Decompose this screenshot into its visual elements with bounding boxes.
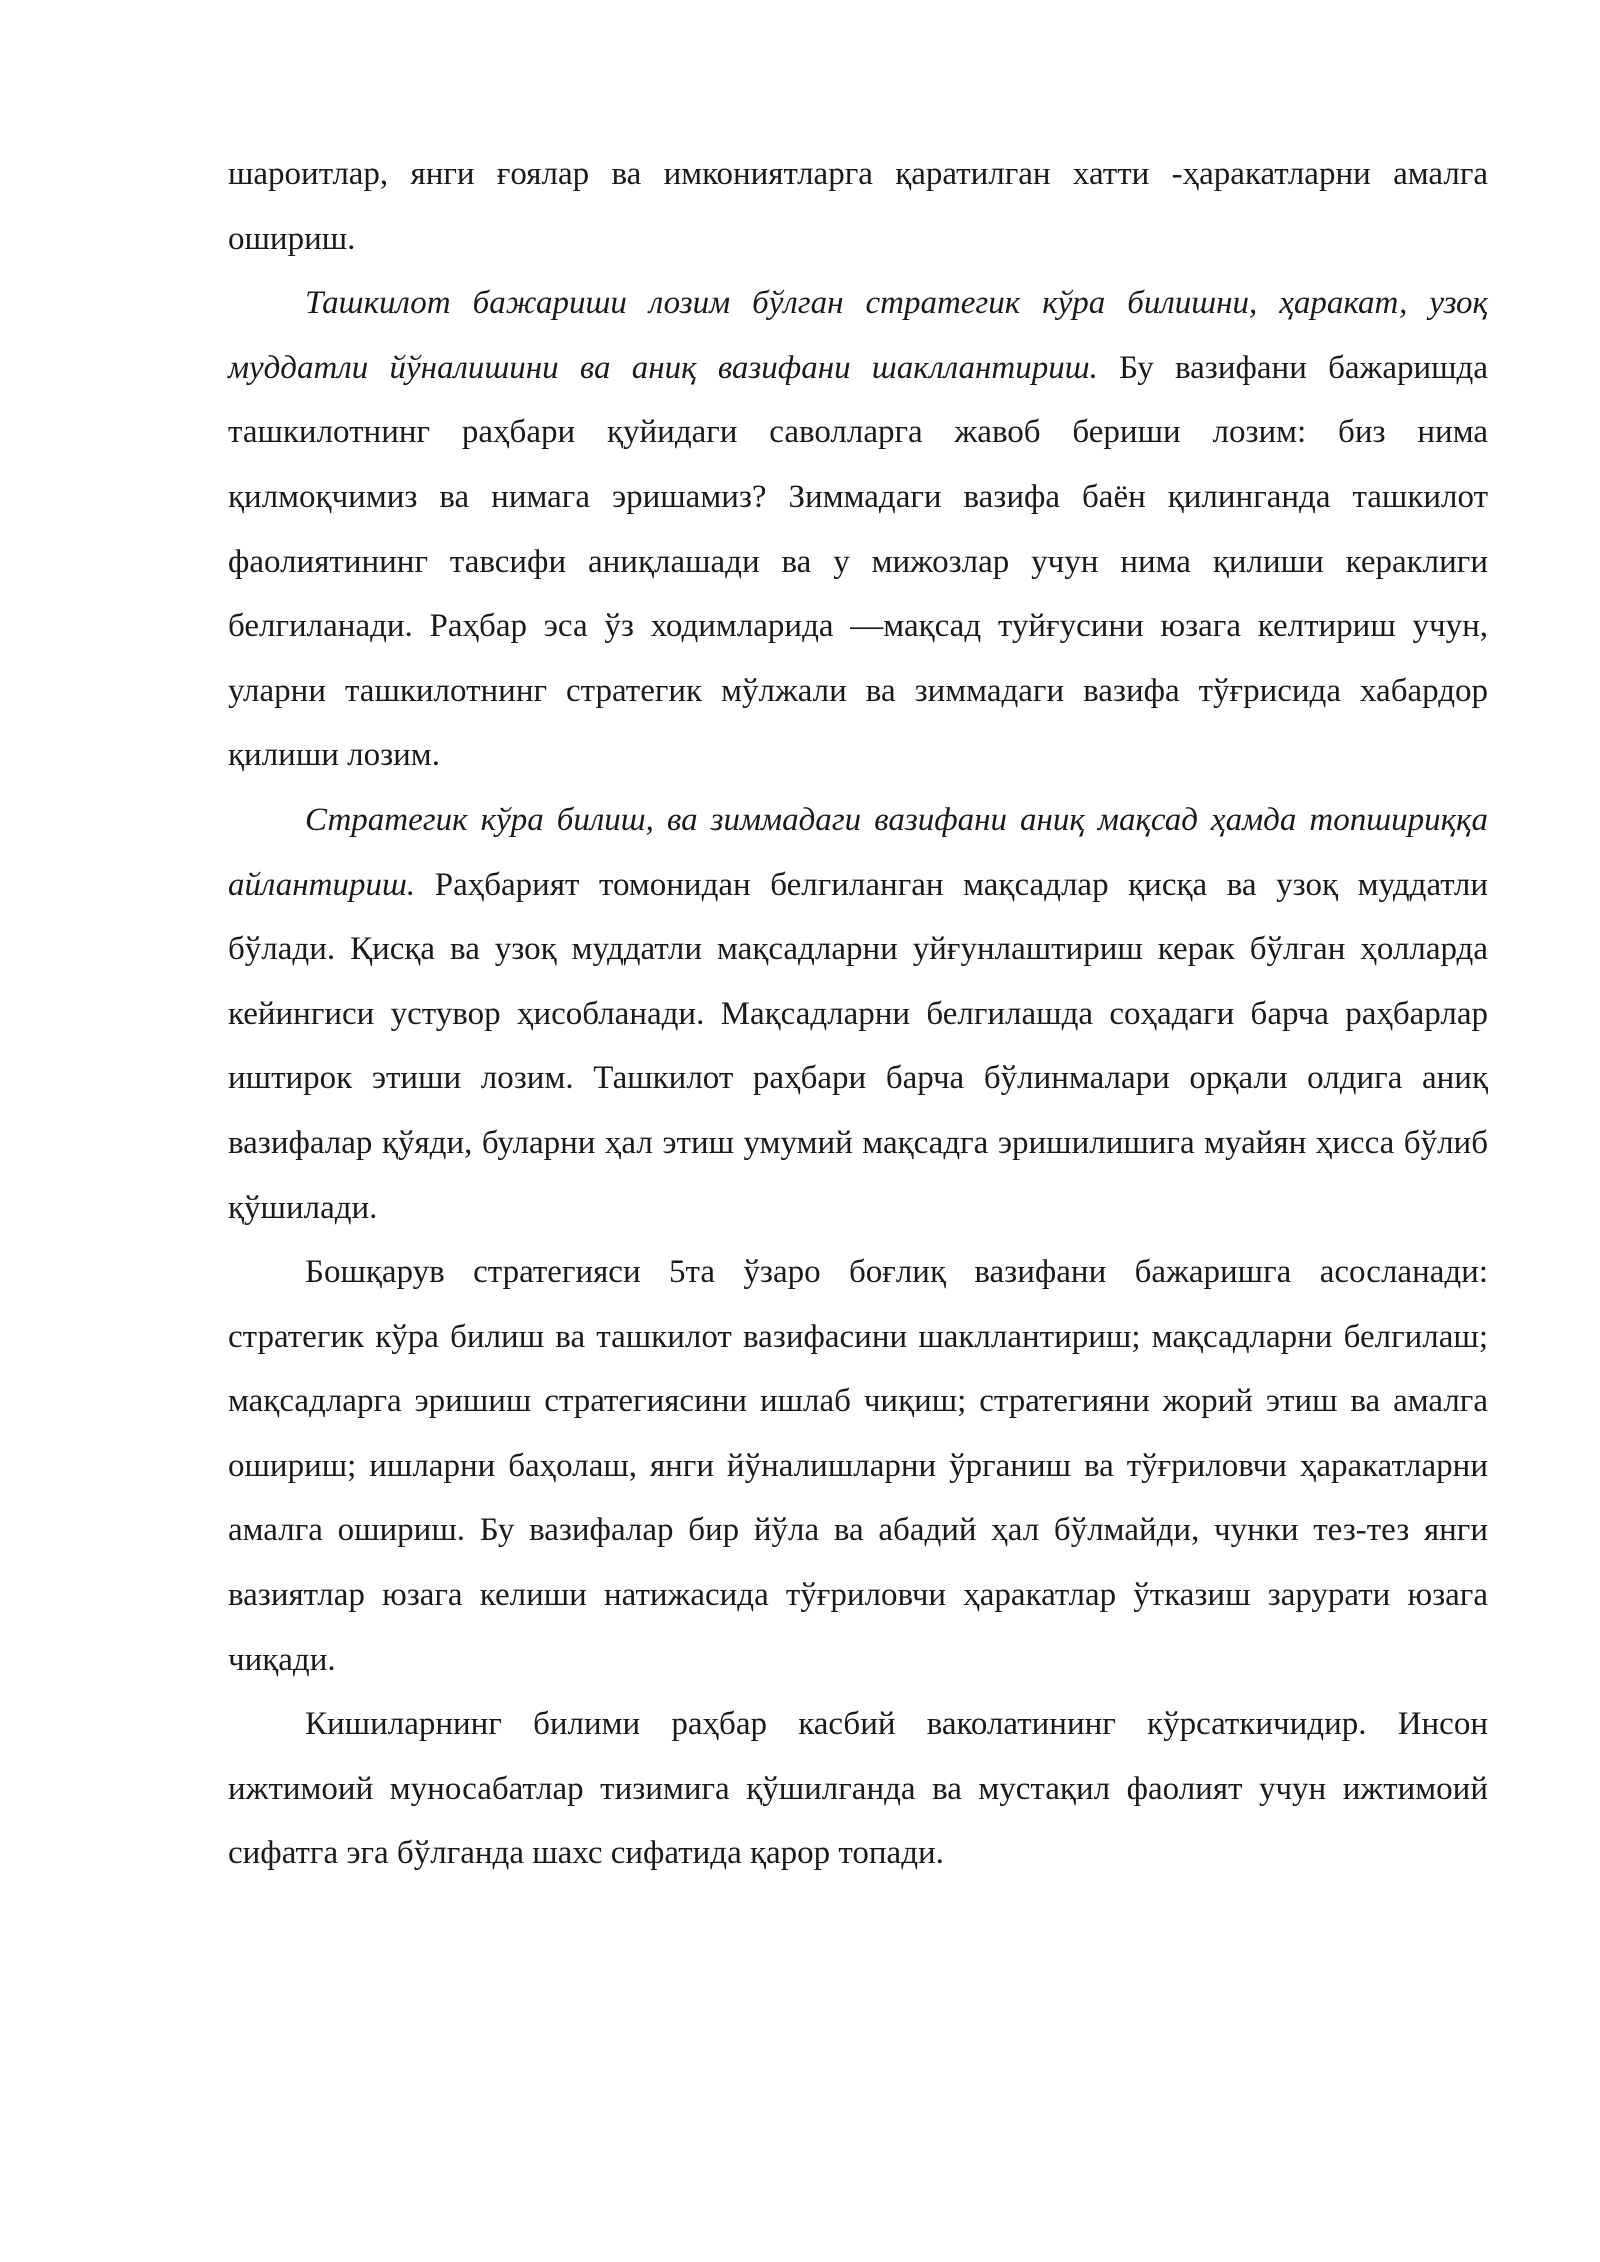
paragraph bbox=[228, 1240, 1488, 1692]
paragraph-italic-lead: Ташкилот бажариши лозим бўлган стратегик кўра билишни, ҳаракат, узоқ муддатли йўналишини ва аниқ вазифани шакллантириш. bbox=[228, 285, 1488, 386]
paragraph bbox=[228, 788, 1488, 1240]
paragraph-text: Раҳбарият томонидан белгиланган мақсадлар қисқа ва узоқ муддатли бўлади. Қисқа ва узоқ муддатли мақсадларни уйғунлаштириш керак бўлган ҳолларда кейингиси устувор ҳисобланади. Мақсадларни белгилашда соҳадаги барча раҳбарлар иштирок этиши лозим. Ташкилот раҳбари барча бўлинмалари орқали олдига аниқ вазифалар қўяди, буларни ҳал этиш умумий мақсадга эришилишига муайян ҳисса бўлиб қўшилади. bbox=[228, 866, 1488, 1226]
paragraph bbox=[228, 271, 1488, 788]
paragraph bbox=[228, 142, 1488, 271]
document-page bbox=[228, 142, 1488, 1886]
paragraph-italic-lead: Стратегик кўра билиш, ва зиммадаги вазифани аниқ мақсад ҳамда топшириққа айлантириш. bbox=[228, 801, 1488, 903]
paragraph-text: Бошқарув стратегияси 5та ўзаро боғлиқ вазифани бажаришга асосланади: стратегик кўра билиш ва ташкилот вазифасини шакллантириш; мақсадларни белгилаш; мақсадларга эришиш стратегиясини ишлаб чиқиш; стратегияни жорий этиш ва амалга ошириш; ишларни баҳолаш, янги йўналишларни ўрганиш ва тўғриловчи ҳаракатларни амалга ошириш. Бу вазифалар бир йўла ва абадий ҳал бўлмайди, чунки тез-тез янги вазиятлар юзага келиши натижасида тўғриловчи ҳаракатлар ўтказиш зарурати юзага чиқади. bbox=[228, 1254, 1488, 1678]
paragraph bbox=[228, 1692, 1488, 1886]
paragraph-text: Кишиларнинг билими раҳбар касбий ваколатининг кўрсаткичидир. Инсон ижтимоий муносабатлар тизимига қўшилганда ва мустақил фаолият учун ижтимоий сифатга эга бўлганда шахс сифатида қарор топади. bbox=[228, 1706, 1488, 1872]
paragraph-text: Бу вазифани бажаришда ташкилотнинг раҳбари қуйидаги саволларга жавоб бериши лозим: биз нима қилмоқчимиз ва нимага эришамиз? Зиммадаги вазифа баён қилинганда ташкилот фаолиятининг тавсифи аниқлашади ва у мижозлар учун нима қилиши кераклиги белгиланади. Раҳбар эса ўз ходимларида ―мақсад туйғусини юзага келтириш учун, уларни ташкилотнинг стратегик мўлжали ва зиммадаги вазифа тўғрисида хабардор қилиши лозим. bbox=[228, 349, 1488, 774]
paragraph-text: шароитлар, янги ғоялар ва имкониятларга қаратилган хатти -ҳаракатларни амалга ошириш. bbox=[228, 156, 1488, 257]
